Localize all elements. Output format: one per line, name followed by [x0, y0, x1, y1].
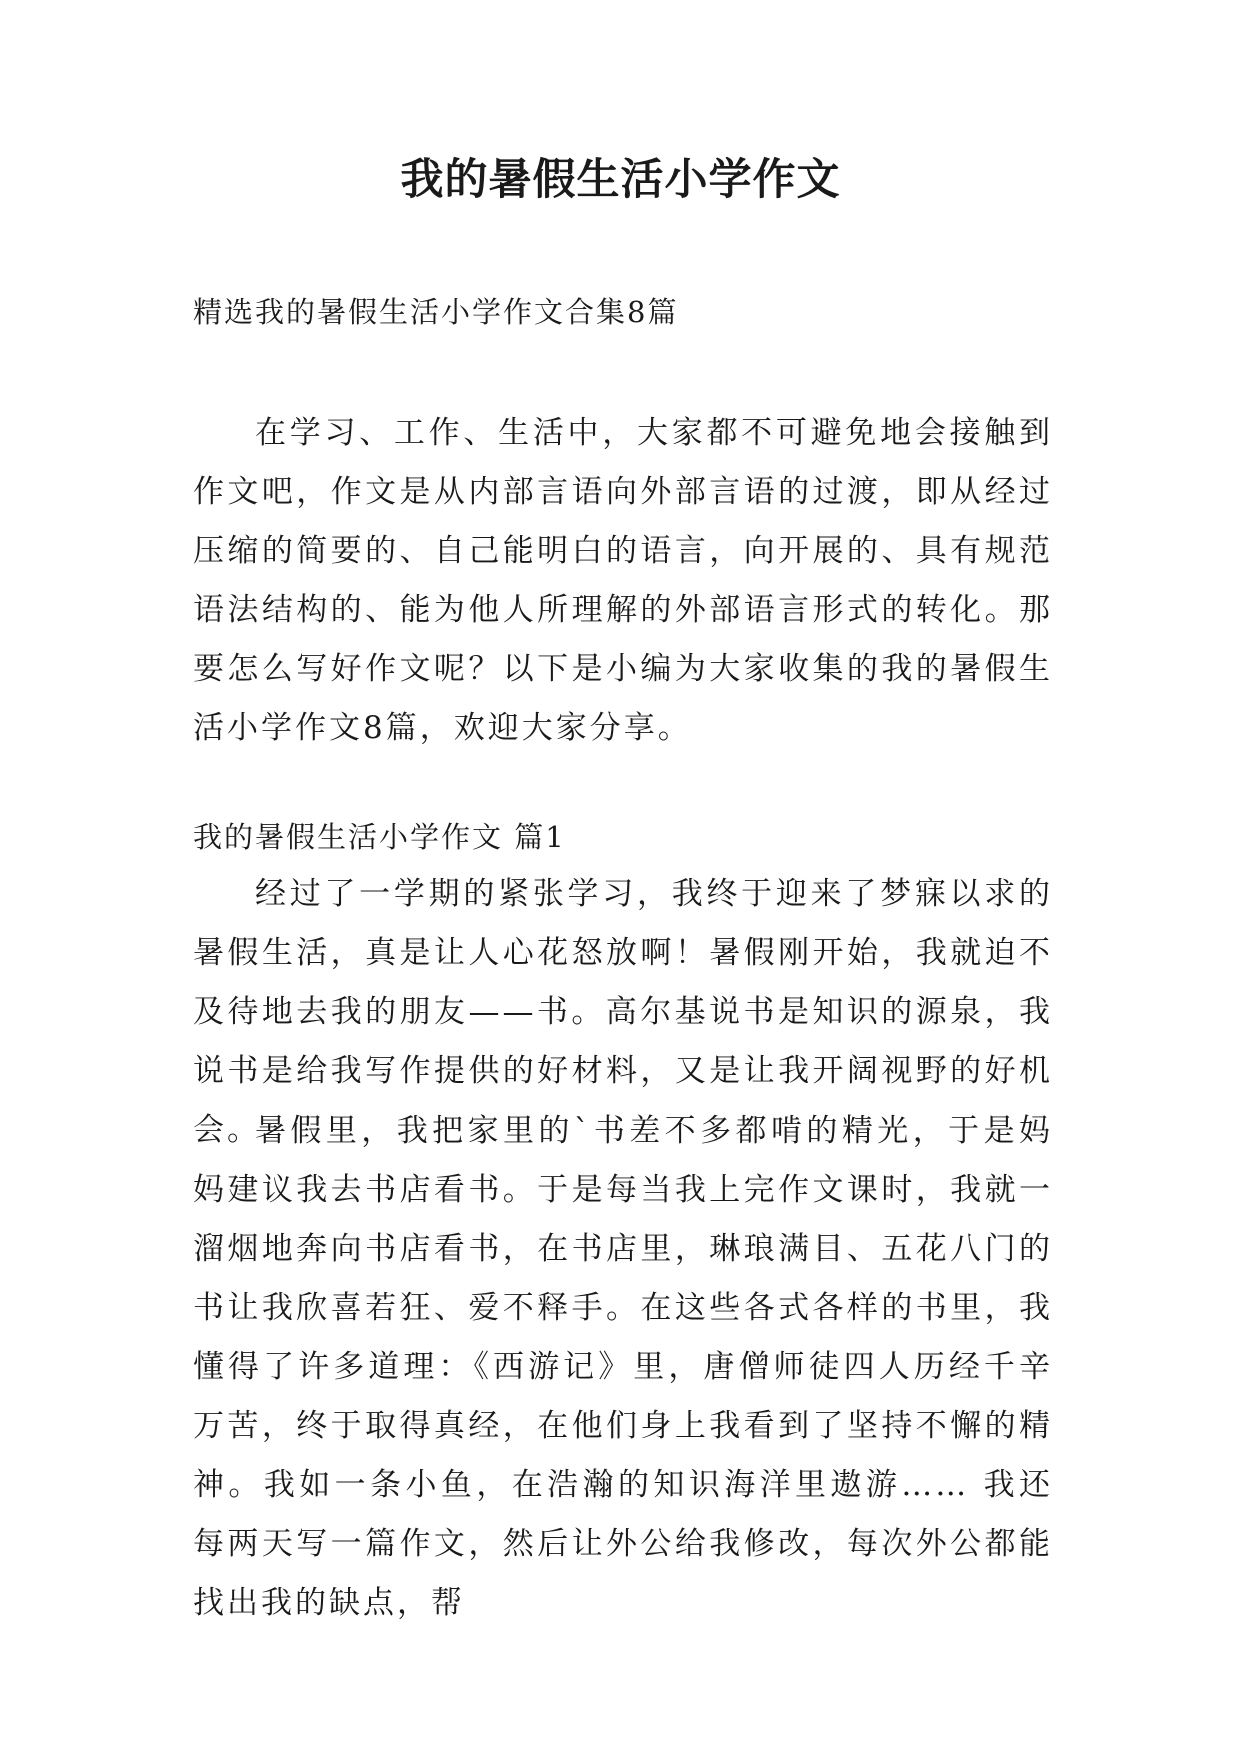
document-title: 我的暑假生活小学作文 [400, 155, 841, 205]
body-paragraph: 经过了一学期的紧张学习，我终于迎来了梦寐以求的暑假生活，真是让人心花怒放啊！暑假刚开始，我就迫不及待地去我的朋友——书。高尔基说书是知识的源泉，我说书是给我写作提供的好材料，又是让我开阔视野的好机会。 [193, 876, 1053, 1148]
section-heading: 我的暑假生活小学作文 篇1 [193, 820, 566, 854]
body-paragraph: 暑假里，我把家里的`书差不多都啃的精光，于是妈妈建议我去书店看书。于是每当我上完作文课时，我就一溜烟地奔向书店看书，在书店里，琳琅满目、五花八门的书让我欣喜若狂、爱不释手。在这些各式各样的书里，我懂得了许多道理：《西游记》里，唐僧师徒四人历经千辛万苦，终于取得真经，在他们身上我看到了坚持不懈的精神。我如一条小鱼，在浩瀚的知识海洋里遨游…… 我还每两天写一篇作文，然后让外公给我修改，每次外公都能找出我的缺点，帮 [193, 1113, 1053, 1621]
document-subtitle: 精选我的暑假生活小学作文合集8篇 [193, 295, 679, 329]
intro-paragraph: 在学习、工作、生活中，大家都不可避免地会接触到作文吧，作文是从内部言语向外部言语的过渡，即从经过压缩的简要的、自己能明白的语言，向开展的、具有规范语法结构的、能为他人所理解的外部语言形式的转化。那要怎么写好作文呢？以下是小编为大家收集的我的暑假生活小学作文8篇，欢迎大家分享。 [193, 415, 1053, 746]
